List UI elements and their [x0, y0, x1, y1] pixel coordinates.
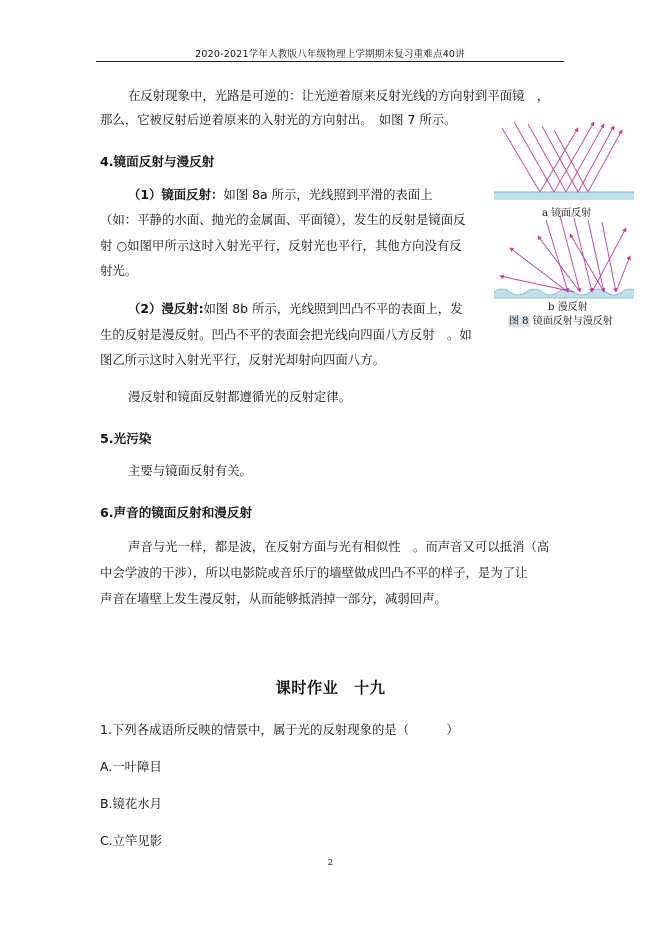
figure-8 — [494, 116, 634, 332]
specular-text-1: 如图 8a 所示，光线照到平滑的表面上 — [223, 187, 433, 202]
option-b: B.镜花水月 — [100, 796, 163, 811]
specular-label: （1）镜面反射： — [128, 187, 224, 202]
specular-line-2: （如：平静的水面、抛光的金属面、平面镜），发生的反射是镜面反 — [100, 212, 466, 227]
option-c: C.立竿见影 — [100, 833, 163, 848]
diffuse-rays — [500, 216, 630, 292]
rough-surface — [494, 289, 634, 298]
figure-number: 图 8 — [509, 316, 529, 327]
section-5-body: 主要与镜面反射有关。 — [128, 463, 252, 478]
intro-line-1: 在反射现象中，光路是可逆的：让光逆着原来反射光线的方向射到平面镜 ， — [128, 88, 550, 103]
section-5-heading: 5.光污染 — [100, 431, 152, 446]
diffuse-line-2: 生的反射是漫反射。凹凸不平的表面会把光线向四面八方反射 。如 — [100, 327, 472, 342]
diffuse-text-1: 如图 8b 所示，光线照到凹凸不平的表面上，发 — [203, 301, 463, 316]
section-6-line-2: 中会学波的干涉），所以电影院或音乐厅的墙壁做成凹凸不平的样子，是为了让 — [100, 565, 528, 580]
page-number: 2 — [327, 858, 334, 868]
option-a: A.一叶障目 — [100, 759, 162, 774]
header-rule — [96, 61, 564, 62]
homework-title: 课时作业 十九 — [275, 679, 386, 697]
section-6-line-3: 声音在墙壁上发生漫反射，从而能够抵消掉一部分，减弱回声。 — [100, 591, 447, 606]
figure-caption — [508, 312, 613, 327]
figure-caption-a: a 镜面反射 — [542, 208, 592, 219]
intro-line-2: 那么，它被反射后逆着原来的入射光的方向射出。 如图 7 所示。 — [100, 112, 457, 127]
specular-rays — [502, 122, 622, 192]
figure-caption-b: b 漫反射 — [548, 302, 588, 313]
page-header: 2020-2021学年人教版八年级物理上学期期末复习重难点40讲 — [195, 49, 465, 60]
smooth-surface — [494, 192, 634, 200]
section-6-line-1: 声音与光一样，都是波，在反射方面与光有相似性 。而声音又可以抵消（高 — [128, 539, 550, 554]
section-4-conclusion: 漫反射和镜面反射都遵循光的反射定律。 — [128, 389, 352, 404]
specular-line-4: 射光。 — [100, 263, 138, 278]
question-1: 1.下列各成语所反映的情景中，属于光的反射现象的是（ ） — [100, 722, 459, 737]
diffuse-line-1 — [128, 296, 463, 322]
section-4-heading: 4.镜面反射与漫反射 — [100, 154, 215, 169]
diffuse-line-3: 图乙所示这时入射光平行，反射光却射向四面八方。 — [100, 352, 385, 367]
diffuse-reflection-diagram — [494, 216, 634, 298]
specular-reflection-diagram — [494, 122, 634, 200]
section-6-heading: 6.声音的镜面反射和漫反射 — [100, 505, 253, 520]
diffuse-label: （2）漫反射: — [128, 301, 204, 316]
specular-line-3: 射 ○如图甲所示这时入射光平行，反射光也平行，其他方向没有反 — [100, 238, 462, 253]
figure-title: 镜面反射与漫反射 — [532, 316, 613, 327]
specular-line-1 — [128, 182, 433, 208]
